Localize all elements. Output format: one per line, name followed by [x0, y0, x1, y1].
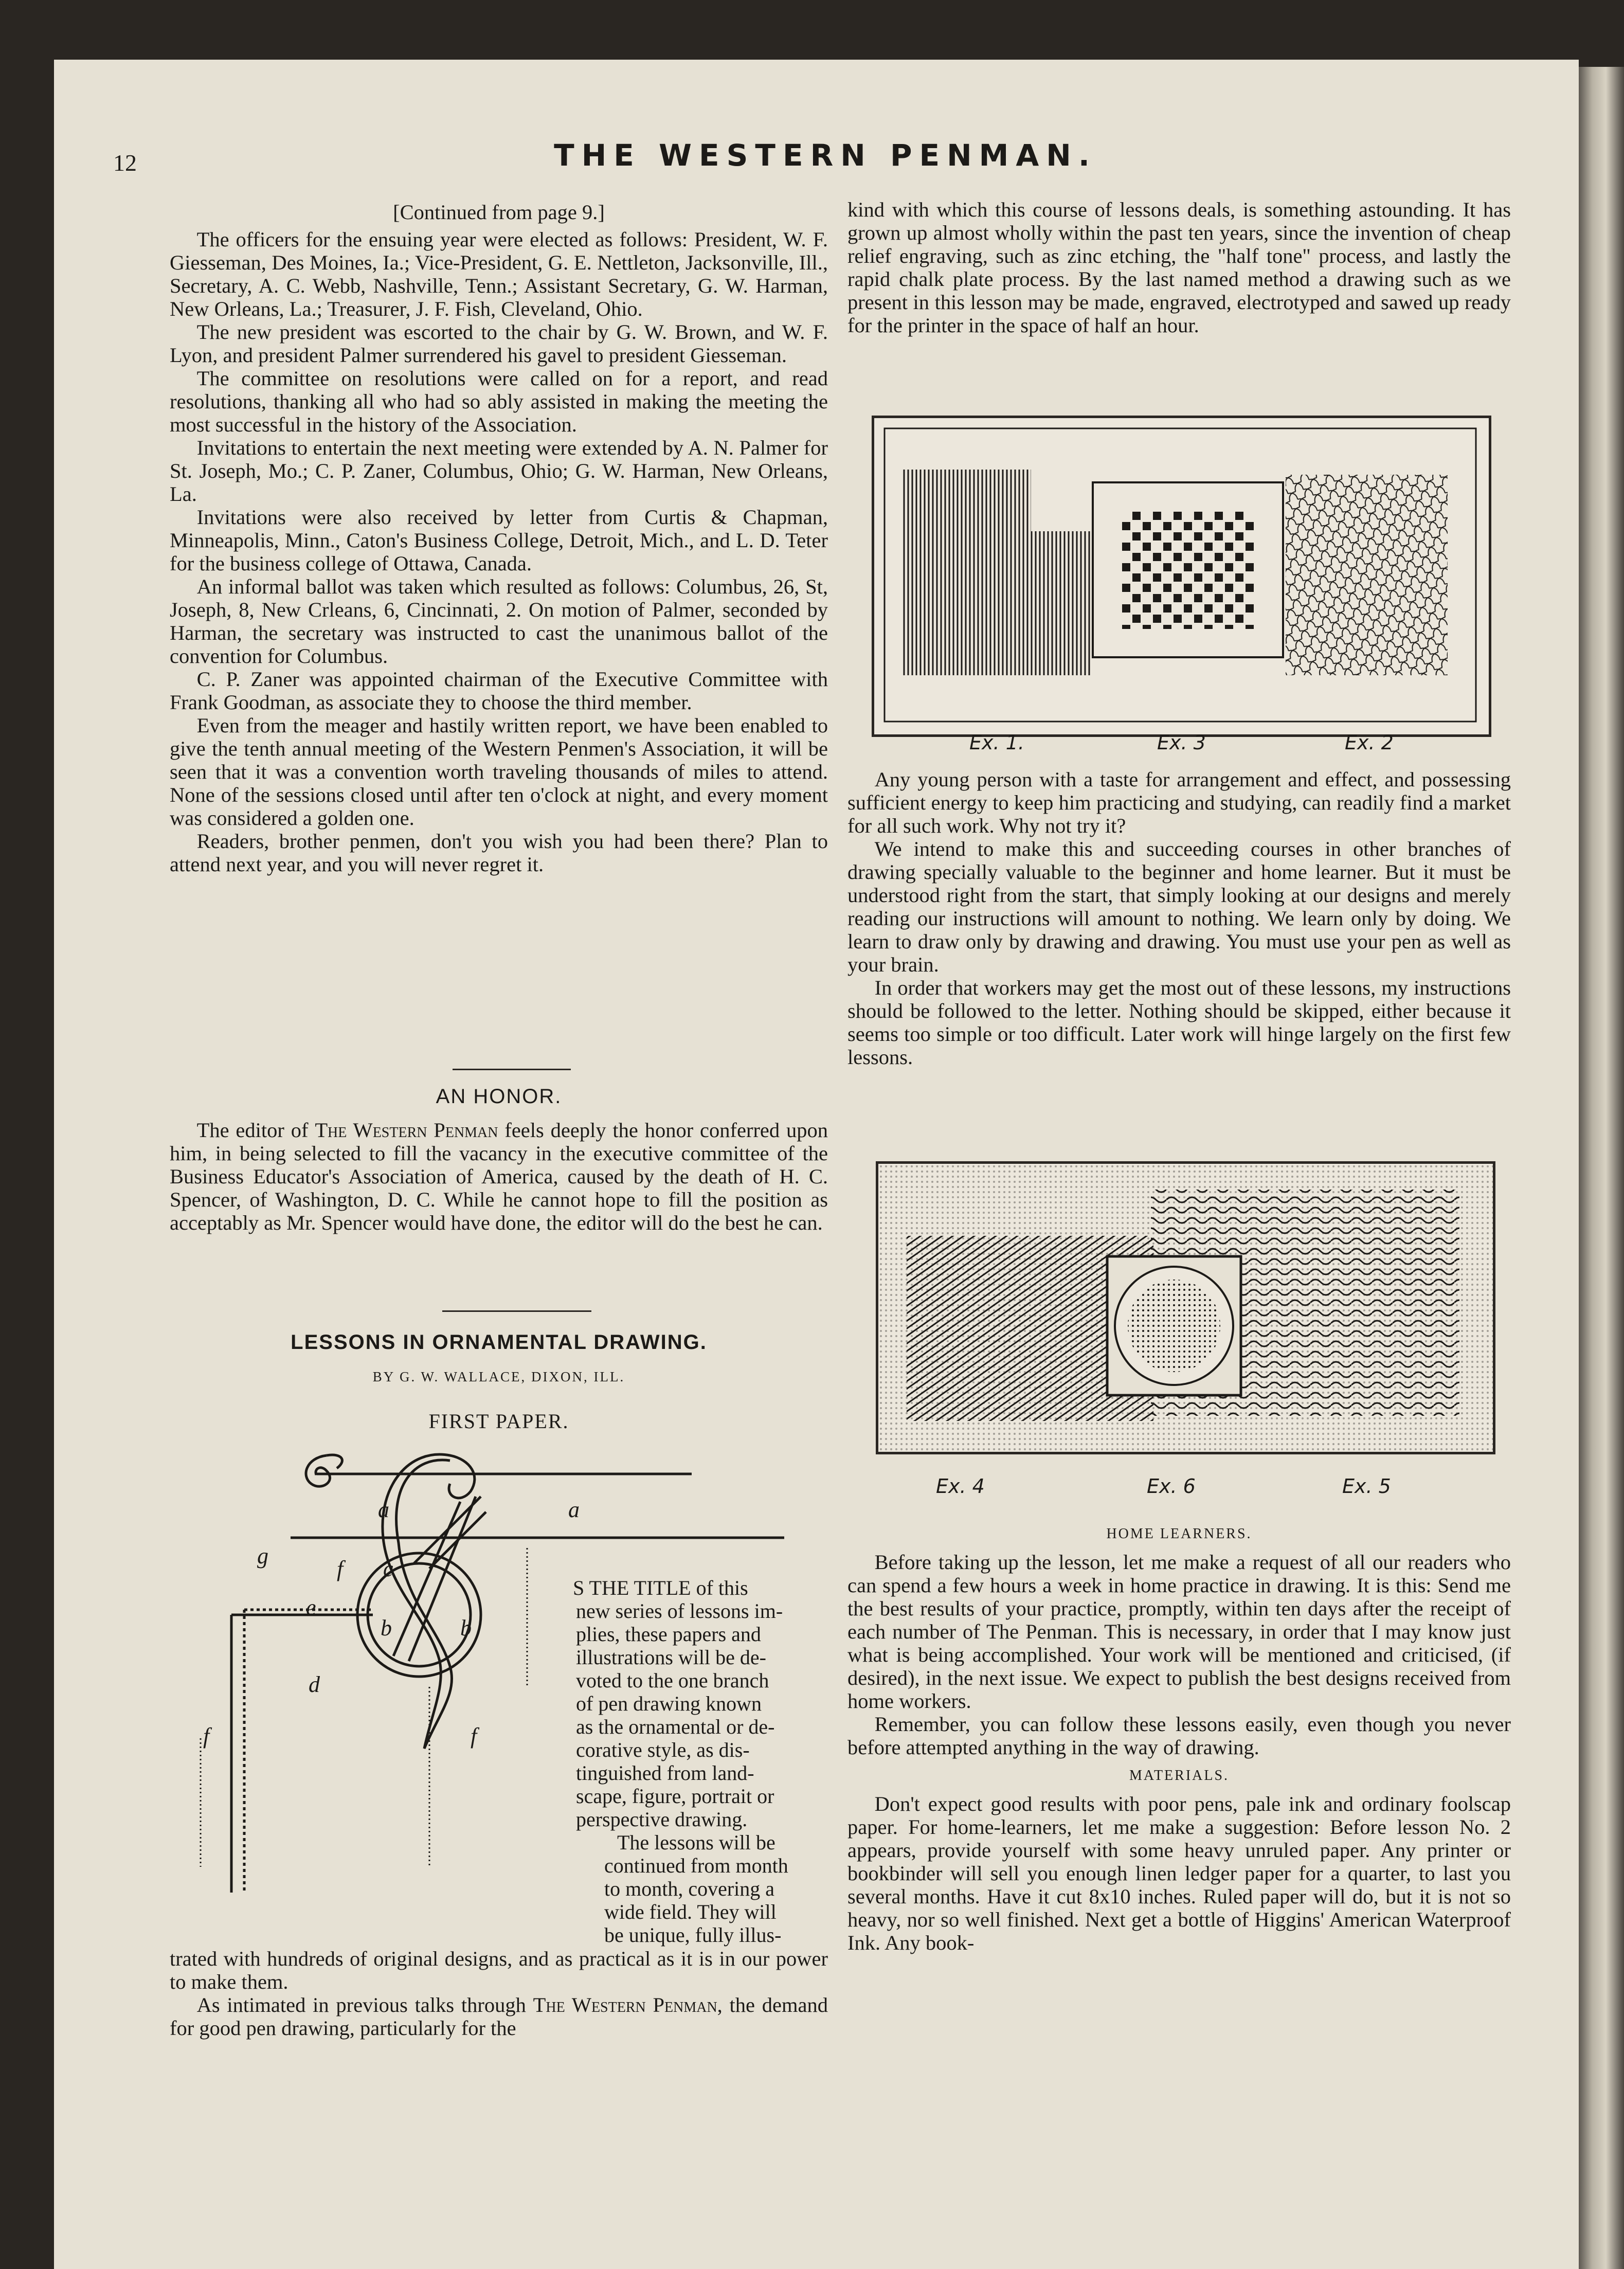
honor-paragraph: The editor of The Western Penman feels deeply the honor conferred upon him, in being selected to fill the vacancy in the executive committee of the Business Educator's Association of America, caused by the death of H. C. Spencer, of Washington, D. C. While he cannot hope to fill the position as acceptably as Mr. Spencer would have done, the editor will do the best he can. [170, 1119, 828, 1234]
label-c: c [383, 1556, 393, 1581]
label-f: f [337, 1556, 344, 1581]
page-number: 12 [113, 150, 137, 176]
continued-note: [Continued from page 9.] [393, 201, 605, 224]
paragraph: The committee on resolutions were called on for a report, and read resolutions, thanking all who had so ably assisted in making the meeting the most successful in the history of the Association. [170, 367, 828, 436]
label-a: a [378, 1497, 389, 1522]
figure-examples-1-3-2 [872, 416, 1491, 737]
label-f: f [203, 1723, 210, 1749]
label-b: b [460, 1615, 472, 1641]
fig-caption: Ex. 3 [1157, 731, 1206, 754]
paragraph: Readers, brother penmen, don't you wish you had been there? Plan to attend next year, and you will never regret it. [170, 830, 828, 876]
paragraph: The new president was escorted to the chair by G. W. Brown, and W. F. Lyon, and president Palmer surrendered his gavel to president Giesseman. [170, 320, 828, 367]
lessons-heading: LESSONS IN ORNAMENTAL DRAWING. [291, 1331, 707, 1354]
paragraph: Even from the meager and hastily written report, we have been enabled to give the tenth annual meeting of the Western Penmen's Association, it will be seen that it was a convention worth traveling thousands of miles to attend. None of the sessions closed until after ten o'clock at night, and every moment was considered a golden one. [170, 714, 828, 830]
paragraph: The officers for the ensuing year were elected as follows: President, W. F. Giesseman, Des Moines, Ia.; Vice-President, G. E. Nettleton, Jacksonville, Ill., Secretary, A. C. Webb, Nashville, Tenn.; Assistant Secretary, G. W. Harman, New Orleans, La.; Treasurer, J. F. Fish, Cleveland, Ohio. [170, 228, 828, 320]
paragraph: We intend to make this and succeeding courses in other branches of drawing specially valuable to the beginner and home learner. But it must be understood right from the start, that simply looking at our designs and merely reading our instructions will amount to nothing. We learn only by doing. We learn to draw only by drawing and drawing. You must use your pen as well as your brain. [847, 837, 1511, 976]
fig-caption: Ex. 5 [1342, 1475, 1391, 1498]
paragraph: Any young person with a taste for arrangement and effect, and possessing sufficient energy to keep him practicing and studying, can readily find a market for all such work. Why not try it? [847, 768, 1511, 837]
intro-text-2 [604, 1831, 843, 1947]
label-d: d [309, 1672, 320, 1697]
intro-line: be unique, fully illus- [604, 1923, 782, 1947]
intro-line: perspective drawing. [576, 1808, 748, 1831]
intro-line: S THE TITLE of this [573, 1576, 748, 1599]
honor-heading: AN HONOR. [436, 1085, 562, 1108]
paragraph: Before taking up the lesson, let me make a request of all our readers who can spend a few hours a week in home practice in drawing. It is this: Send me the best results of your practice, promptly, within ten days after the receipt of each number of The Penman. This is necessary, in order that I may know just what is being accomplished. Your work will be mentioned and criticised, (if desired), in the next issue. We expect to publish the best designs received from home workers. [847, 1551, 1511, 1713]
fig-caption: Ex. 1. [969, 731, 1024, 754]
intro-line: corative style, as dis- [576, 1738, 750, 1761]
fig-caption: Ex. 4 [936, 1475, 985, 1498]
right-column-middle [847, 768, 1511, 1069]
right-column-top [847, 198, 1511, 337]
intro-line: scape, figure, portrait or [576, 1785, 774, 1808]
left-column [170, 201, 828, 876]
intro-line: illustrations will be de- [576, 1646, 766, 1669]
intro-line: tinguished from land- [576, 1761, 754, 1785]
label-a: a [568, 1497, 580, 1522]
fig-caption: Ex. 2 [1345, 731, 1394, 754]
intro-line: continued from month [604, 1854, 788, 1877]
next-page-edge [1579, 67, 1624, 2269]
intro-tail [170, 1947, 828, 2040]
paragraph: C. P. Zaner was appointed chairman of the Executive Committee with Frank Goodman, as associate they to choose the third member. [170, 668, 828, 714]
label-f: f [471, 1723, 477, 1749]
fig-caption: Ex. 6 [1147, 1475, 1196, 1498]
intro-line: new series of lessons im- [576, 1599, 783, 1623]
subheading: HOME LEARNERS. [1106, 1526, 1252, 1542]
intro-line: as the ornamental or de- [576, 1715, 775, 1738]
paragraph: Invitations to entertain the next meeting were extended by A. N. Palmer for St. Joseph, Mo.; C. P. Zaner, Columbus, Ohio; G. W. Harman, New Orleans, La. [170, 436, 828, 506]
subheading: MATERIALS. [1129, 1768, 1230, 1784]
paragraph: An informal ballot was taken which resulted as follows: Columbus, 26, St, Joseph, 8, New Crleans, 6, Cincinnati, 2. On motion of Palmer, seconded by Harman, the secretary was instructed to cast the unanimous ballot of the convention for Columbus. [170, 575, 828, 668]
intro-line: plies, these papers and [576, 1623, 761, 1646]
home-learners-section [847, 1517, 1511, 1954]
paragraph: As intimated in previous talks through The Western Penman, the demand for good pen drawing, particularly for the [170, 1993, 828, 2040]
first-paper-heading: FIRST PAPER. [428, 1410, 569, 1433]
intro-text [573, 1576, 843, 1831]
section-rule [453, 1069, 571, 1070]
label-b: b [381, 1615, 392, 1641]
figure-examples-4-6-5 [876, 1161, 1495, 1454]
section-rule [442, 1310, 591, 1312]
intro-line: to month, covering a [604, 1877, 775, 1900]
paragraph: Invitations were also received by letter from Curtis & Chapman, Minneapolis, Minn., Caton's Business College, Detroit, Mich., and L. D. Teter for the business college of Ottawa, Canada. [170, 506, 828, 575]
intro-line: wide field. They will [604, 1900, 777, 1923]
label-g: g [257, 1543, 268, 1569]
paragraph: trated with hundreds of original designs, and as practical as it is in our power to make them. [170, 1947, 828, 1993]
intro-line: voted to the one branch [576, 1669, 769, 1692]
paragraph: In order that workers may get the most out of these lessons, my instructions should be followed to the letter. Nothing should be skipped, either because it seems too simple or too difficult. Later work will hinge largely on the first few lessons. [847, 976, 1511, 1069]
masthead: THE WESTERN PENMAN. [554, 138, 1097, 173]
paragraph: kind with which this course of lessons deals, is something astounding. It has grown up almost wholly within the past ten years, since the invention of cheap relief engraving, such as zinc etching, the "half tone" process, and lastly the rapid chalk plate process. By the last named method a drawing such as we present in this lesson may be made, engraved, electrotyped and sawed up ready for the printer in the space of half an hour. [847, 198, 1511, 337]
byline: BY G. W. WALLACE, DIXON, ILL. [372, 1369, 625, 1384]
honor-section [170, 1119, 828, 1234]
paragraph: Remember, you can follow these lessons easily, even though you never before attempted anything in the way of drawing. [847, 1713, 1511, 1759]
intro-line: of pen drawing known [576, 1692, 762, 1715]
label-e: e [306, 1595, 316, 1620]
paragraph: Don't expect good results with poor pens, pale ink and ordinary foolscap paper. For home-learners, let me make a suggestion: Before lesson No. 2 appears, provide yourself with some heavy unruled paper. Any printer or bookbinder will sell you enough linen ledger paper for a quarter, to last you several months. Have it cut 8x10 inches. Ruled paper will do, but it is not so heavy, nor so well finished. Next get a bottle of Higgins' American Waterproof Ink. Any book- [847, 1792, 1511, 1954]
intro-line: The lessons will be [617, 1831, 775, 1854]
